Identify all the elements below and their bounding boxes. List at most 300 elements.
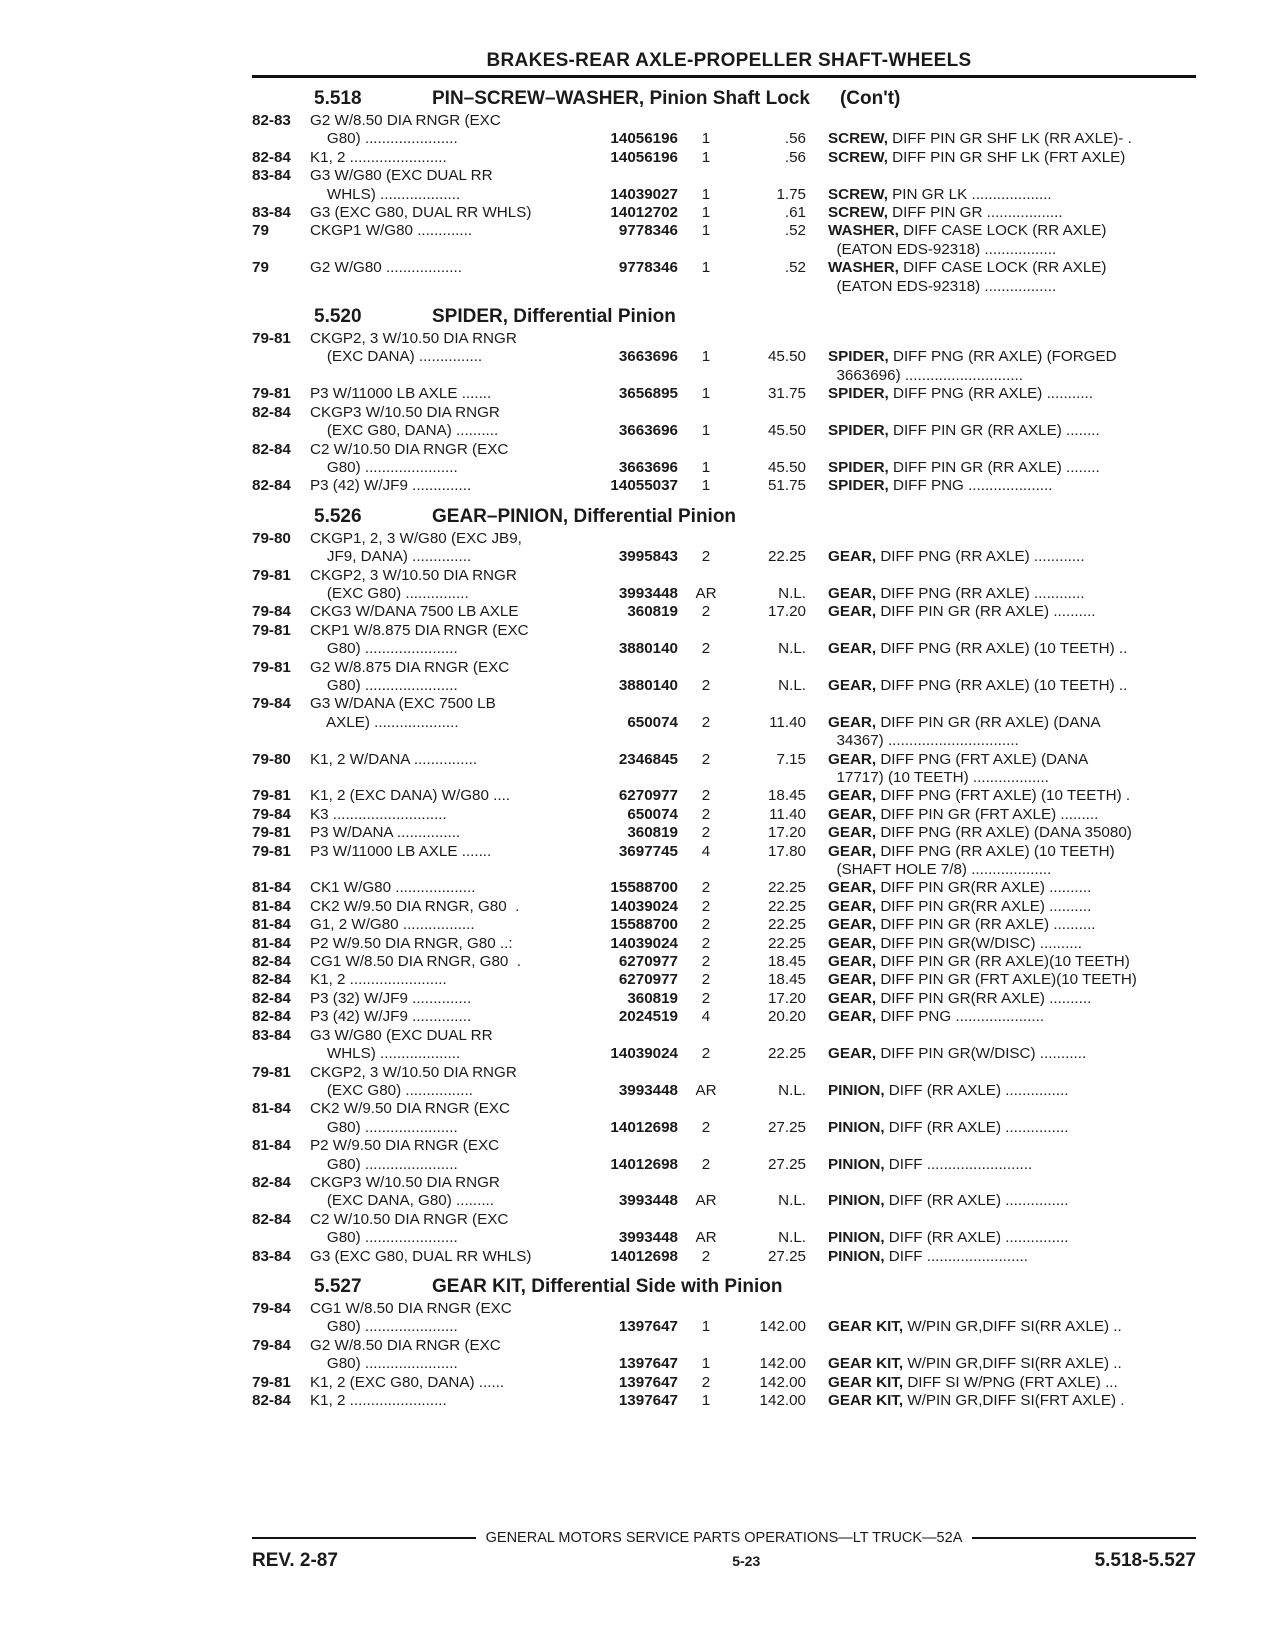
model-years bbox=[252, 1045, 310, 1063]
parts-row bbox=[252, 990, 1196, 1008]
price: .52 bbox=[784, 259, 806, 277]
part-number bbox=[575, 112, 678, 130]
parts-row bbox=[252, 640, 1196, 658]
part-number: 15588700 bbox=[610, 879, 678, 897]
part-description bbox=[828, 348, 1194, 366]
part-number bbox=[575, 695, 678, 713]
part-description bbox=[828, 130, 1194, 148]
price: 22.25 bbox=[767, 879, 806, 897]
part-number: 1397647 bbox=[618, 1392, 678, 1409]
quantity: 2 bbox=[701, 640, 711, 658]
part-description bbox=[828, 222, 1194, 240]
part-description bbox=[828, 879, 1194, 897]
part-name: GEAR, bbox=[828, 603, 877, 621]
model-application: P3 W/DANA ............... bbox=[310, 824, 461, 842]
model-years: 81-84 bbox=[252, 879, 291, 897]
part-description bbox=[828, 548, 1194, 566]
price: 142.00 bbox=[759, 1392, 806, 1409]
part-detail: DIFF PIN GR(RR AXLE) .......... bbox=[876, 897, 1092, 915]
part-name: GEAR KIT, bbox=[828, 1392, 904, 1409]
section-name: GEAR–PINION, Differential Pinion bbox=[432, 505, 737, 527]
price bbox=[720, 622, 806, 640]
footer-publisher: GENERAL MOTORS SERVICE PARTS OPERATIONS—LT TRUCK—52A bbox=[485, 1530, 963, 1546]
price: 22.25 bbox=[767, 897, 806, 915]
parts-row bbox=[252, 1045, 1196, 1063]
model-application: G3 (EXC G80, DUAL RR WHLS) bbox=[310, 1247, 532, 1265]
part-detail: DIFF PIN GR (FRT AXLE)(10 TEETH) bbox=[876, 971, 1137, 989]
quantity bbox=[678, 1027, 720, 1045]
part-detail: DIFF (RR AXLE) ............... bbox=[884, 1229, 1069, 1247]
price bbox=[720, 1300, 806, 1318]
price bbox=[720, 1100, 806, 1118]
model-years: 79 bbox=[252, 259, 269, 277]
parts-row bbox=[252, 149, 1196, 167]
catalog-page bbox=[252, 50, 1196, 1410]
part-description bbox=[828, 898, 1194, 916]
quantity: 1 bbox=[701, 130, 711, 148]
part-description bbox=[828, 1211, 1194, 1229]
part-description bbox=[828, 1337, 1194, 1355]
part-number bbox=[575, 441, 678, 459]
parts-row bbox=[252, 603, 1196, 621]
part-number: 14055037 bbox=[610, 477, 678, 495]
parts-row bbox=[252, 459, 1196, 477]
model-application: (EXC G80, DANA) .......... bbox=[310, 422, 499, 440]
model-application: P3 (42) W/JF9 .............. bbox=[310, 1008, 472, 1026]
model-application: CKGP3 W/10.50 DIA RNGR bbox=[310, 403, 500, 421]
price bbox=[720, 567, 806, 585]
model-application: G80) ...................... bbox=[310, 1118, 458, 1136]
price: 27.25 bbox=[767, 1155, 806, 1173]
part-name: GEAR, bbox=[828, 640, 877, 658]
price: 11.40 bbox=[769, 805, 806, 823]
part-name: GEAR, bbox=[828, 916, 877, 934]
price: .61 bbox=[784, 204, 806, 222]
price bbox=[720, 367, 806, 385]
part-number: 9778346 bbox=[618, 259, 678, 277]
quantity: 1 bbox=[701, 185, 711, 203]
price: 17.20 bbox=[767, 989, 806, 1007]
parts-row bbox=[252, 186, 1196, 204]
quantity bbox=[678, 1300, 720, 1318]
model-application: P2 W/9.50 DIA RNGR (EXC bbox=[310, 1137, 500, 1155]
part-name: GEAR, bbox=[828, 1008, 877, 1026]
parts-row bbox=[252, 1318, 1196, 1336]
parts-row bbox=[252, 585, 1196, 603]
parts-row bbox=[252, 622, 1196, 640]
model-years: 79-80 bbox=[252, 750, 291, 768]
parts-row bbox=[252, 167, 1196, 185]
model-application bbox=[310, 278, 575, 296]
footer-rule-right bbox=[972, 1537, 1196, 1539]
model-application: G80) ...................... bbox=[310, 130, 458, 148]
parts-row bbox=[252, 1064, 1196, 1082]
price: 27.25 bbox=[767, 1118, 806, 1136]
model-years: 79-81 bbox=[252, 787, 291, 805]
footer-rule-left bbox=[252, 1537, 476, 1539]
model-application: P3 (42) W/JF9 .............. bbox=[310, 477, 472, 495]
part-description bbox=[828, 751, 1194, 769]
part-name: PINION, bbox=[828, 1247, 885, 1265]
quantity bbox=[678, 695, 720, 713]
parts-row bbox=[252, 1008, 1196, 1026]
price: 1.75 bbox=[776, 185, 806, 203]
model-years: 79-81 bbox=[252, 566, 291, 584]
model-application: AXLE) .................... bbox=[310, 713, 459, 731]
model-application: K1, 2 ....................... bbox=[310, 971, 447, 989]
part-detail: DIFF PIN GR (RR AXLE) ........ bbox=[888, 422, 1100, 440]
footer-publisher-line bbox=[252, 1530, 1196, 1546]
model-years bbox=[252, 348, 310, 366]
parts-row bbox=[252, 259, 1196, 277]
part-name: PINION, bbox=[828, 1192, 885, 1210]
footer-bottom bbox=[252, 1550, 1196, 1572]
parts-row bbox=[252, 530, 1196, 548]
part-detail: (EATON EDS-92318) ................. bbox=[828, 277, 1057, 295]
section-name: SPIDER, Differential Pinion bbox=[432, 306, 676, 328]
quantity: 2 bbox=[701, 676, 711, 694]
model-years: 79-81 bbox=[252, 1373, 291, 1391]
part-name: SCREW, bbox=[828, 148, 888, 166]
part-number: 14039024 bbox=[610, 897, 678, 915]
model-years bbox=[252, 1318, 310, 1336]
part-description bbox=[828, 861, 1194, 879]
sections-container bbox=[252, 88, 1196, 1410]
section-name: GEAR KIT, Differential Side with Pinion bbox=[432, 1275, 783, 1297]
quantity: 2 bbox=[701, 824, 711, 842]
part-description bbox=[828, 367, 1194, 385]
quantity: 2 bbox=[701, 750, 711, 768]
quantity: 2 bbox=[701, 1155, 711, 1173]
quantity: 2 bbox=[701, 1118, 711, 1136]
price: 45.50 bbox=[767, 458, 806, 476]
parts-row bbox=[252, 787, 1196, 805]
part-description bbox=[828, 824, 1194, 842]
part-detail: DIFF PNG (FRT AXLE) (DANA bbox=[876, 750, 1089, 768]
part-name: GEAR, bbox=[828, 934, 877, 952]
quantity bbox=[678, 241, 720, 259]
part-description bbox=[828, 1374, 1194, 1392]
model-application: CKGP2, 3 W/10.50 DIA RNGR bbox=[310, 1063, 517, 1081]
parts-row bbox=[252, 1248, 1196, 1266]
model-application bbox=[310, 769, 575, 787]
model-application: K1, 2 (EXC G80, DANA) ...... bbox=[310, 1373, 505, 1391]
section-heading bbox=[314, 506, 1196, 528]
part-name: GEAR, bbox=[828, 713, 877, 731]
part-number bbox=[575, 278, 678, 296]
part-name: GEAR, bbox=[828, 824, 877, 842]
part-number: 3656895 bbox=[618, 385, 678, 403]
model-years: 81-84 bbox=[252, 897, 291, 915]
part-number bbox=[575, 861, 678, 879]
quantity: 2 bbox=[701, 916, 711, 934]
part-number bbox=[575, 1174, 678, 1192]
model-years: 79-81 bbox=[252, 842, 291, 860]
quantity: 1 bbox=[701, 1318, 711, 1336]
section-continued: (Con't) bbox=[839, 88, 901, 109]
part-name: SPIDER, bbox=[828, 348, 889, 366]
part-description bbox=[828, 441, 1194, 459]
quantity bbox=[678, 622, 720, 640]
part-description bbox=[828, 695, 1194, 713]
part-description bbox=[828, 1248, 1194, 1266]
model-years bbox=[252, 1156, 310, 1174]
part-number: 360819 bbox=[627, 824, 678, 842]
model-years: 82-84 bbox=[252, 1173, 291, 1191]
part-name: GEAR, bbox=[828, 879, 877, 897]
model-years: 79-84 bbox=[252, 603, 291, 621]
part-name: GEAR, bbox=[828, 989, 877, 1007]
model-years: 83-84 bbox=[252, 1026, 291, 1044]
quantity bbox=[678, 567, 720, 585]
part-name: WASHER, bbox=[828, 222, 899, 240]
part-number: 6270977 bbox=[618, 787, 678, 805]
part-name: SPIDER, bbox=[828, 477, 889, 495]
quantity: AR bbox=[695, 1081, 717, 1099]
part-detail: PIN GR LK ................... bbox=[887, 185, 1052, 203]
section-heading bbox=[314, 1276, 1196, 1298]
parts-row bbox=[252, 953, 1196, 971]
model-application: CK2 W/9.50 DIA RNGR (EXC bbox=[310, 1100, 511, 1118]
part-number: 3993448 bbox=[618, 1192, 678, 1210]
price bbox=[720, 732, 806, 750]
model-years: 79-84 bbox=[252, 1299, 291, 1317]
quantity: 1 bbox=[701, 222, 711, 240]
quantity: 1 bbox=[701, 204, 711, 222]
parts-row bbox=[252, 916, 1196, 934]
price bbox=[720, 112, 806, 130]
part-description bbox=[828, 1392, 1194, 1410]
model-years bbox=[252, 861, 310, 879]
parts-row bbox=[252, 1392, 1196, 1410]
model-application: G80) ...................... bbox=[310, 676, 458, 694]
part-name: GEAR, bbox=[828, 953, 877, 971]
parts-row bbox=[252, 385, 1196, 403]
model-application: CKGP3 W/10.50 DIA RNGR bbox=[310, 1173, 500, 1191]
part-number bbox=[575, 659, 678, 677]
quantity: 1 bbox=[701, 259, 711, 277]
price bbox=[720, 441, 806, 459]
quantity: 1 bbox=[701, 1392, 711, 1409]
price: 7.15 bbox=[776, 750, 806, 768]
model-years: 79-84 bbox=[252, 1336, 291, 1354]
model-application: WHLS) ................... bbox=[310, 185, 461, 203]
model-application: G3 W/G80 (EXC DUAL RR bbox=[310, 167, 493, 185]
part-number: 14039024 bbox=[610, 1045, 678, 1063]
model-years: 82-84 bbox=[252, 477, 291, 495]
part-number: 3993448 bbox=[618, 1081, 678, 1099]
part-description bbox=[828, 787, 1194, 805]
section-number: 5.518 bbox=[314, 88, 362, 109]
model-application bbox=[310, 241, 575, 259]
part-name: SPIDER, bbox=[828, 422, 889, 440]
part-number: 9778346 bbox=[618, 222, 678, 240]
parts-row bbox=[252, 112, 1196, 130]
model-application: G80) ...................... bbox=[310, 1355, 458, 1373]
model-years: 82-84 bbox=[252, 989, 291, 1007]
model-years: 83-84 bbox=[252, 167, 291, 185]
parts-row bbox=[252, 1355, 1196, 1373]
part-name: PINION, bbox=[828, 1229, 885, 1247]
section-heading bbox=[314, 306, 1196, 328]
part-number: 3663696 bbox=[618, 422, 678, 440]
part-description bbox=[828, 1300, 1194, 1318]
model-years: 82-84 bbox=[252, 971, 291, 989]
model-application: P3 W/11000 LB AXLE ....... bbox=[310, 842, 492, 860]
part-number bbox=[575, 732, 678, 750]
part-detail: DIFF PIN GR(W/DISC) .......... bbox=[876, 934, 1082, 952]
part-description bbox=[828, 769, 1194, 787]
part-number bbox=[575, 769, 678, 787]
parts-row bbox=[252, 278, 1196, 296]
quantity: 4 bbox=[701, 1008, 711, 1026]
part-description bbox=[828, 204, 1194, 222]
part-detail: W/PIN GR,DIFF SI(RR AXLE) .. bbox=[903, 1318, 1122, 1336]
quantity: 2 bbox=[701, 713, 711, 731]
part-detail: (SHAFT HOLE 7/8) ................... bbox=[828, 861, 1052, 879]
part-number: 1397647 bbox=[618, 1318, 678, 1336]
model-years: 79-81 bbox=[252, 385, 291, 403]
part-number: 3993448 bbox=[618, 584, 678, 602]
price bbox=[720, 330, 806, 348]
model-application bbox=[310, 861, 575, 879]
part-name: GEAR, bbox=[828, 1045, 877, 1063]
part-description bbox=[828, 677, 1194, 695]
part-number: 3880140 bbox=[618, 640, 678, 658]
parts-row bbox=[252, 1174, 1196, 1192]
part-name: GEAR, bbox=[828, 842, 877, 860]
price: N.L. bbox=[778, 640, 806, 658]
page-title: BRAKES-REAR AXLE-PROPELLER SHAFT-WHEELS bbox=[486, 50, 972, 71]
part-detail: DIFF ......................... bbox=[884, 1155, 1033, 1173]
part-name: SCREW, bbox=[828, 185, 888, 203]
part-detail: DIFF PNG (RR AXLE) (DANA 35080) bbox=[876, 824, 1132, 842]
model-application: K1, 2 W/DANA ............... bbox=[310, 750, 478, 768]
parts-row bbox=[252, 330, 1196, 348]
model-application: C2 W/10.50 DIA RNGR (EXC bbox=[310, 1210, 509, 1228]
part-detail: DIFF (RR AXLE) ............... bbox=[884, 1081, 1069, 1099]
part-detail: DIFF PIN GR SHF LK (RR AXLE)- . bbox=[887, 130, 1132, 148]
part-description bbox=[828, 622, 1194, 640]
model-application: CK1 W/G80 ................... bbox=[310, 879, 476, 897]
part-number: 2346845 bbox=[618, 750, 678, 768]
price bbox=[720, 1174, 806, 1192]
quantity bbox=[678, 1211, 720, 1229]
part-detail: DIFF PNG (RR AXLE) ............ bbox=[876, 548, 1085, 566]
part-detail: DIFF PNG (RR AXLE) ........... bbox=[888, 385, 1093, 403]
quantity bbox=[678, 112, 720, 130]
model-years: 81-84 bbox=[252, 934, 291, 952]
parts-row bbox=[252, 1100, 1196, 1118]
price bbox=[720, 530, 806, 548]
section-number: 5.520 bbox=[314, 306, 362, 328]
part-detail: DIFF PNG (RR AXLE) (10 TEETH) .. bbox=[876, 640, 1128, 658]
price bbox=[720, 278, 806, 296]
model-application: G80) ...................... bbox=[310, 1318, 458, 1336]
model-years: 79-81 bbox=[252, 1063, 291, 1081]
model-years bbox=[252, 714, 310, 732]
parts-row bbox=[252, 824, 1196, 842]
model-years bbox=[252, 1082, 310, 1100]
parts-row bbox=[252, 422, 1196, 440]
part-number: 14056196 bbox=[610, 130, 678, 148]
part-name: GEAR, bbox=[828, 750, 877, 768]
model-application: G2 W/8.50 DIA RNGR (EXC bbox=[310, 1336, 501, 1354]
part-number: 650074 bbox=[627, 805, 678, 823]
part-number bbox=[575, 241, 678, 259]
price: 17.20 bbox=[767, 824, 806, 842]
part-description bbox=[828, 330, 1194, 348]
model-application: (EXC G80) ................ bbox=[310, 1081, 473, 1099]
model-years bbox=[252, 769, 310, 787]
parts-row bbox=[252, 971, 1196, 989]
price: 22.25 bbox=[767, 916, 806, 934]
price: .56 bbox=[784, 130, 806, 148]
parts-row bbox=[252, 222, 1196, 240]
price: 45.50 bbox=[767, 348, 806, 366]
model-years: 82-84 bbox=[252, 148, 291, 166]
part-number: 1397647 bbox=[618, 1355, 678, 1373]
parts-row bbox=[252, 843, 1196, 861]
quantity bbox=[678, 769, 720, 787]
parts-row bbox=[252, 1211, 1196, 1229]
price bbox=[720, 1137, 806, 1155]
price: N.L. bbox=[778, 1192, 806, 1210]
model-years bbox=[252, 677, 310, 695]
part-description bbox=[828, 278, 1194, 296]
quantity: 1 bbox=[701, 148, 711, 166]
price: 45.50 bbox=[767, 422, 806, 440]
model-years bbox=[252, 1355, 310, 1373]
part-number bbox=[575, 567, 678, 585]
model-application: (EXC G80) ............... bbox=[310, 584, 469, 602]
price: 17.80 bbox=[767, 842, 806, 860]
model-years bbox=[252, 186, 310, 204]
price: 20.20 bbox=[767, 1008, 806, 1026]
price: .56 bbox=[784, 148, 806, 166]
part-name: GEAR, bbox=[828, 584, 877, 602]
parts-row bbox=[252, 477, 1196, 495]
part-description bbox=[828, 585, 1194, 603]
part-number bbox=[575, 167, 678, 185]
model-years bbox=[252, 459, 310, 477]
parts-row bbox=[252, 204, 1196, 222]
part-name: SPIDER, bbox=[828, 458, 889, 476]
model-years: 79-81 bbox=[252, 824, 291, 842]
page-number: 5-23 bbox=[732, 1553, 761, 1569]
model-years: 79-81 bbox=[252, 658, 291, 676]
part-description bbox=[828, 404, 1194, 422]
model-years: 83-84 bbox=[252, 204, 291, 222]
part-description bbox=[828, 1156, 1194, 1174]
price: 18.45 bbox=[767, 971, 806, 989]
part-number: 3880140 bbox=[618, 676, 678, 694]
section-name: PIN–SCREW–WASHER, Pinion Shaft Lock bbox=[432, 88, 810, 109]
quantity: 2 bbox=[701, 787, 711, 805]
parts-row bbox=[252, 879, 1196, 897]
part-name: GEAR, bbox=[828, 805, 877, 823]
parts-row bbox=[252, 130, 1196, 148]
part-detail: 3663696) ............................ bbox=[828, 366, 1023, 384]
part-description bbox=[828, 112, 1194, 130]
part-number bbox=[575, 1064, 678, 1082]
parts-row bbox=[252, 1137, 1196, 1155]
quantity bbox=[678, 441, 720, 459]
price bbox=[720, 404, 806, 422]
part-detail: 34367) ............................... bbox=[828, 732, 1019, 750]
price: N.L. bbox=[778, 1081, 806, 1099]
model-years: 82-84 bbox=[252, 1008, 291, 1026]
